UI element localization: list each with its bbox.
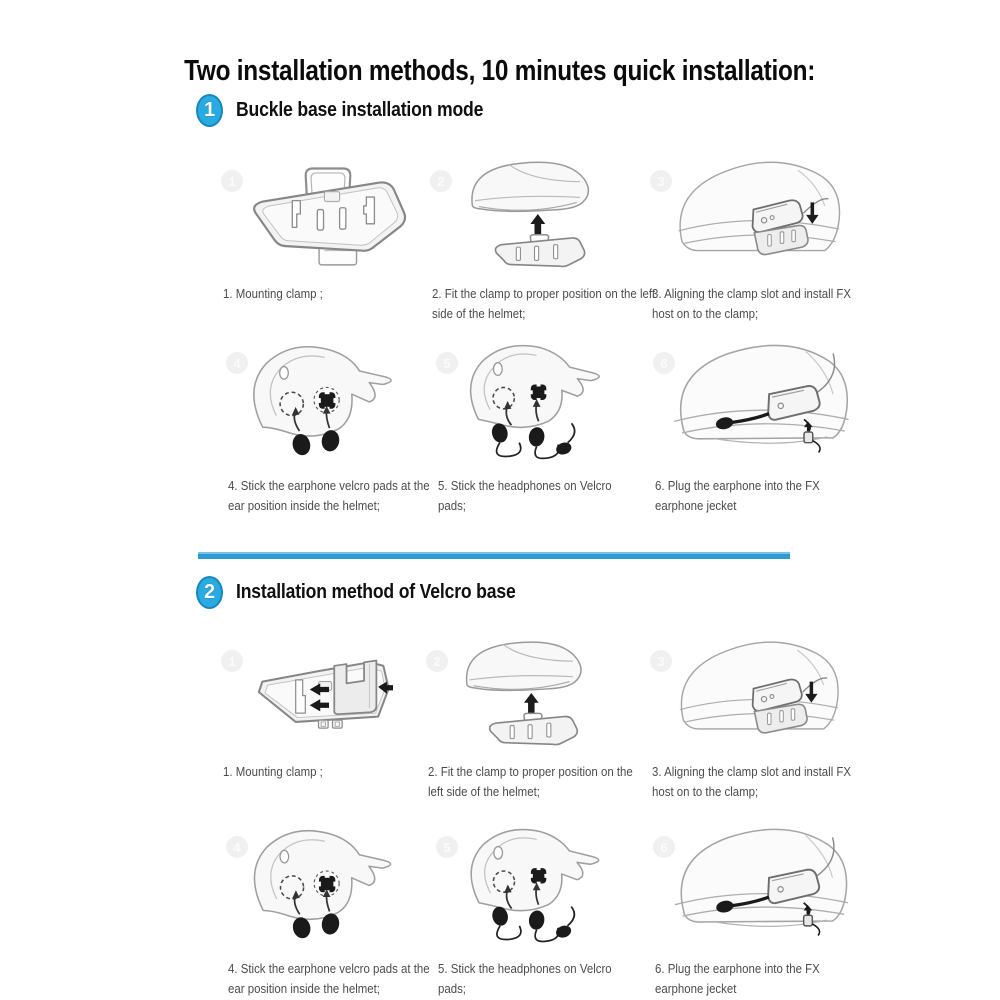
- section-2-heading: Installation method of Velcro base: [236, 581, 516, 603]
- illustration-install-fx-host-on-clamp: [652, 636, 862, 750]
- step-cell: [438, 822, 643, 999]
- step-cell: [428, 636, 633, 802]
- step-caption: 2. Fit the clamp to proper position on the left side of the helmet;: [428, 764, 633, 799]
- step-cell: [223, 156, 433, 304]
- illustration-stick-velcro-pads: [228, 822, 433, 947]
- illustration-plug-earphone-into-host: [655, 338, 860, 464]
- step-watermark-badge: 5: [436, 836, 458, 858]
- step-watermark-badge: 5: [436, 352, 458, 374]
- step-caption: 6. Plug the earphone into the FX earphone jecket: [655, 961, 820, 996]
- section-divider: [198, 552, 790, 559]
- step-caption: 4. Stick the earphone velcro pads at the ear position inside the helmet;: [228, 478, 430, 513]
- step-watermark-badge: 3: [650, 170, 672, 192]
- section-2-number-badge: 2: [196, 576, 223, 609]
- illustration-buckle-mounting-clamp: [223, 156, 433, 272]
- step-cell: [432, 156, 656, 324]
- step-caption: 1. Mounting clamp ;: [223, 286, 323, 301]
- illustration-install-fx-host-on-clamp: [652, 156, 862, 272]
- step-cell: [652, 636, 862, 802]
- step-caption: 3. Aligning the clamp slot and install FX host on to the clamp;: [652, 286, 852, 321]
- step-watermark-badge: 1: [221, 650, 243, 672]
- illustration-plug-earphone-into-host: [655, 822, 860, 947]
- step-caption: 5. Stick the headphones on Velcro pads;: [438, 478, 612, 513]
- step-watermark-badge: 6: [653, 836, 675, 858]
- step-cell: [228, 338, 433, 516]
- step-cell: [223, 636, 428, 782]
- step-cell: [228, 822, 433, 999]
- step-watermark-badge: 4: [226, 836, 248, 858]
- page-title: Two installation methods, 10 minutes quick installation:: [184, 55, 816, 88]
- section-1-header: [196, 94, 517, 127]
- step-watermark-badge: 1: [221, 170, 243, 192]
- step-caption: 1. Mounting clamp ;: [223, 764, 323, 779]
- step-cell: [655, 338, 860, 516]
- section-2-header: [196, 576, 554, 609]
- section-1-number-badge: 1: [196, 94, 223, 127]
- illustration-stick-headphones-on-pads: [438, 822, 643, 947]
- illustration-fit-clamp-to-helmet: [428, 636, 633, 750]
- step-caption: 3. Aligning the clamp slot and install FX host on to the clamp;: [652, 764, 852, 799]
- step-watermark-badge: 2: [426, 650, 448, 672]
- illustration-velcro-base-clamp: [223, 636, 428, 750]
- illustration-stick-velcro-pads: [228, 338, 433, 464]
- step-cell: [655, 822, 860, 999]
- step-watermark-badge: 3: [650, 650, 672, 672]
- step-caption: 6. Plug the earphone into the FX earphone jecket: [655, 478, 820, 513]
- step-caption: 5. Stick the headphones on Velcro pads;: [438, 961, 612, 996]
- step-caption: 4. Stick the earphone velcro pads at the ear position inside the helmet;: [228, 961, 430, 996]
- step-cell: [652, 156, 862, 324]
- illustration-fit-clamp-to-helmet: [432, 156, 642, 272]
- step-watermark-badge: 6: [653, 352, 675, 374]
- section-1-heading: Buckle base installation mode: [236, 99, 484, 121]
- illustration-stick-headphones-on-pads: [438, 338, 643, 464]
- step-cell: [438, 338, 643, 516]
- step-watermark-badge: 4: [226, 352, 248, 374]
- step-watermark-badge: 2: [430, 170, 452, 192]
- step-caption: 2. Fit the clamp to proper position on the left side of the helmet;: [432, 286, 656, 321]
